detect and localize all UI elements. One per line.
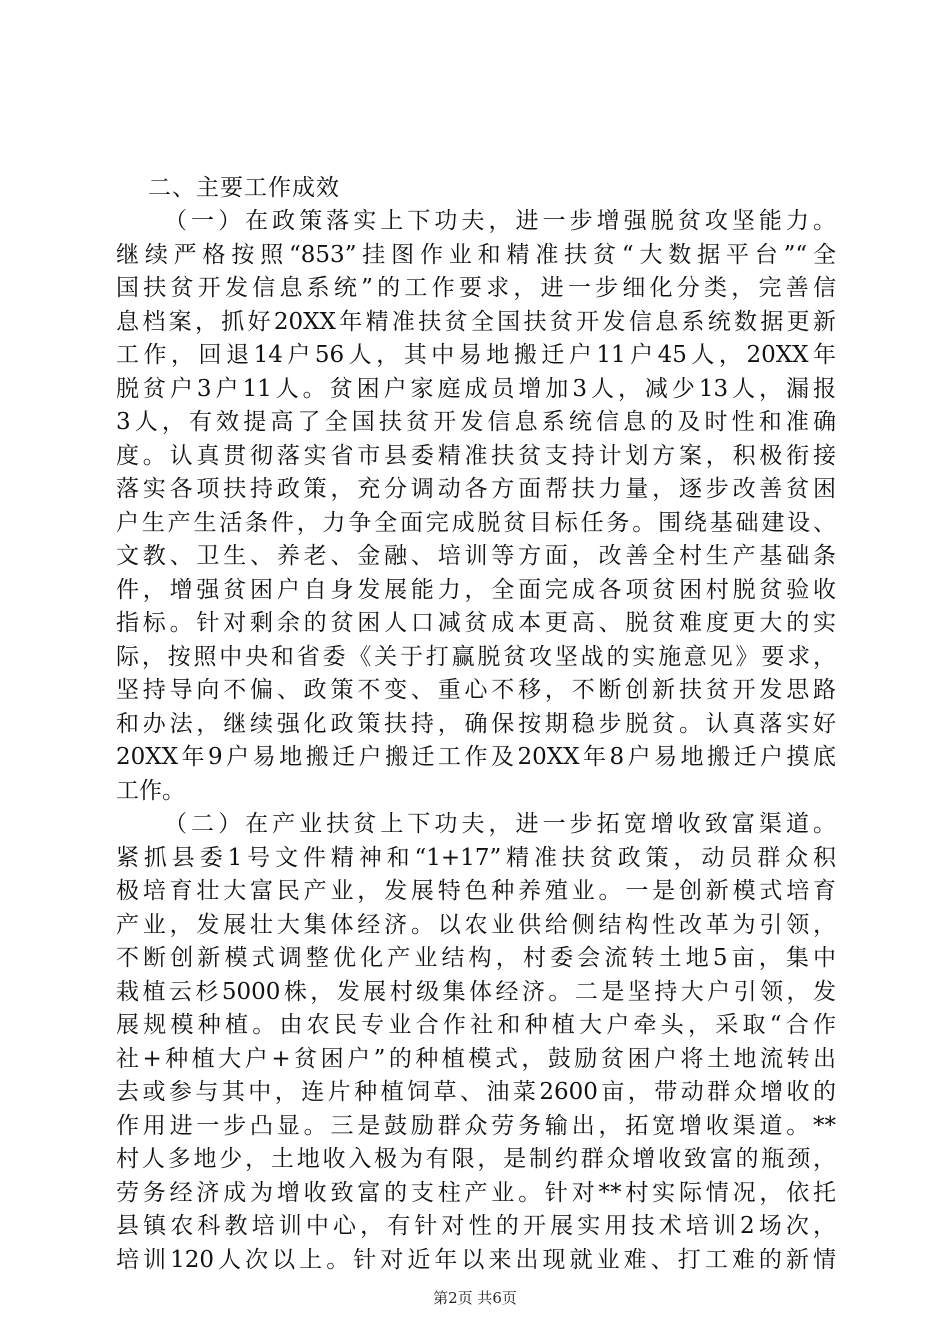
text-line: 度。认真贯彻落实省市县委精准扶贫支持计划方案，积极衔接 [116,442,836,469]
text-line: 文教、卫生、养老、金融、培训等方面，改善全村生产基础条 [116,543,836,569]
text-line: 培训120人次以上。针对近年以来出现就业难、打工难的新情 [116,1246,836,1273]
text-line: 继续严格按照“853”挂图作业和精准扶贫“大数据平台”“全 [116,241,836,268]
text-line: 国扶贫开发信息系统”的工作要求，进一步细化分类，完善信 [116,275,836,301]
page-footer: 第2页 共6页 [433,1289,517,1307]
text-line: 件，增强贫困户自身发展能力，全面完成各项贫困村脱贫验收 [116,576,836,603]
text-line: 落实各项扶持政策，充分调动各方面帮扶力量，逐步改善贫困 [116,476,836,502]
text-line: （一）在政策落实上下功夫，进一步增强脱贫攻坚能力。 [164,208,836,234]
text-line: 指标。针对剩余的贫困人口减贫成本更高、脱贫难度更大的实 [116,610,836,636]
text-line: 20XX年9户易地搬迁户搬迁工作及20XX年8户易地搬迁户摸底 [116,744,836,770]
section-heading: 二、主要工作成效 [148,175,340,201]
text-line: 去或参与其中，连片种植饲草、油菜2600亩，带动群众增收的 [116,1079,836,1105]
text-line: 际，按照中央和省委《关于打赢脱贫攻坚战的实施意见》要求， [116,643,836,670]
text-line: 脱贫户3户11人。贫困户家庭成员增加3人，减少13人，漏报 [116,375,836,402]
text-line: 极培育壮大富民产业，发展特色种养殖业。一是创新模式培育 [116,878,836,904]
text-line: 3人，有效提高了全国扶贫开发信息系统信息的及时性和准确 [116,409,836,435]
text-line: 户生产生活条件，力争全面完成脱贫目标任务。围绕基础建设、 [116,509,836,536]
text-line: 不断创新模式调整优化产业结构，村委会流转土地5亩，集中 [116,945,836,971]
text-line: 展规模种植。由农民专业合作社和种植大户牵头，采取“合作 [116,1012,836,1038]
body-text [116,205,836,1277]
text-line: 县镇农科教培训中心，有针对性的开展实用技术培训2场次， [116,1213,836,1239]
text-line: 村人多地少，土地收入极为有限，是制约群众增收致富的瓶颈， [116,1146,836,1172]
text-line: 作用进一步凸显。三是鼓励群众劳务输出，拓宽增收渠道。** [116,1112,836,1139]
text-line: 坚持导向不偏、政策不变、重心不移，不断创新扶贫开发思路 [116,677,836,703]
text-line: 劳务经济成为增收致富的支柱产业。针对**村实际情况，依托 [116,1179,836,1206]
text-line: （二）在产业扶贫上下功夫，进一步拓宽增收致富渠道。 [164,811,836,837]
text-line: 息档案，抓好20XX年精准扶贫全国扶贫开发信息系统数据更新 [116,308,836,335]
text-line: 栽植云杉5000株，发展村级集体经济。二是坚持大户引领，发 [116,978,836,1005]
text-line: 紧抓县委1号文件精神和“1+17”精准扶贫政策，动员群众积 [116,844,836,871]
text-line: 产业，发展壮大集体经济。以农业供给侧结构性改革为引领， [116,911,836,938]
text-line: 和办法，继续强化政策扶持，确保按期稳步脱贫。认真落实好 [116,710,836,737]
text-line: 工作。 [116,777,185,804]
text-line: 社+种植大户+贫困户”的种植模式，鼓励贫困户将土地流转出 [116,1045,836,1072]
text-line: 工作，回退14户56人，其中易地搬迁户11户45人，20XX年 [116,342,836,368]
